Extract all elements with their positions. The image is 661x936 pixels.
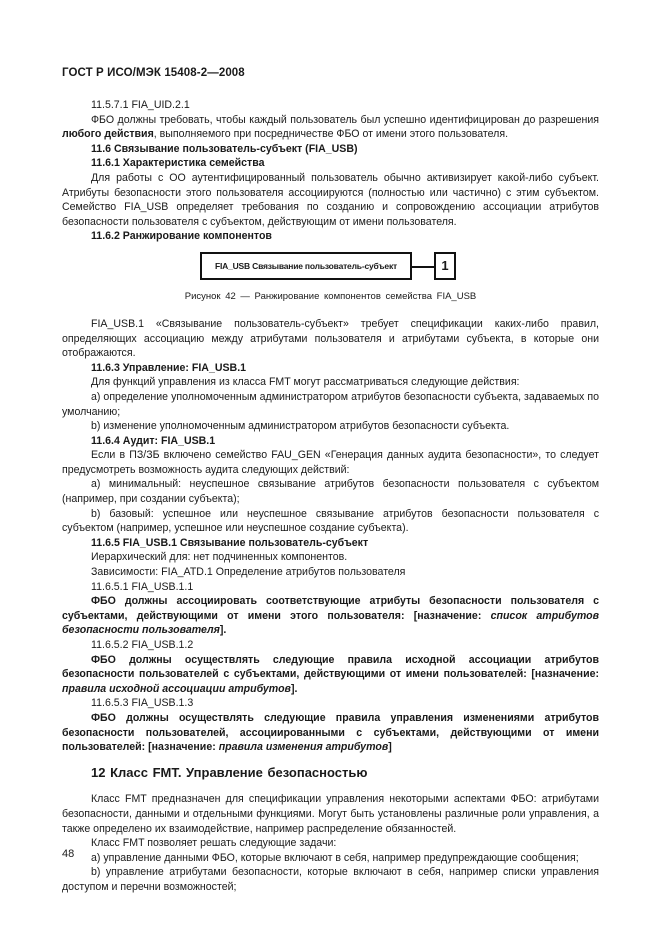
subsection-heading: 11.6.5 FIA_USB.1 Связывание пользователь-субъект — [91, 536, 369, 549]
text-run: ФБО должны осуществлять следующие правила управления изменениями атрибутов безопасности пользователей, ассоциированными с субъектами, действующими от имени пользователей: [назначение: — [62, 711, 599, 754]
page-number: 48 — [62, 848, 75, 860]
list-item: b) базовый: успешное или неуспешное связывание атрибутов безопасности пользователя с субъектом (например, успешное или неуспешное создание субъекта). — [62, 507, 599, 535]
clause-number: 11.6.5.1 FIA_USB.1.1 — [91, 580, 194, 593]
requirement-text — [62, 594, 599, 638]
text-run: ФБО должны требовать, чтобы каждый пользователь был успешно идентифицирован до разрешения — [91, 113, 599, 126]
text-run: ]. — [219, 624, 227, 637]
subsection-heading: 11.6.1 Характеристика семейства — [91, 157, 265, 170]
requirement-text — [62, 113, 599, 142]
paragraph: Для функций управления из класса FMT могут рассматриваться следующие действия: — [91, 376, 520, 389]
component-box: FIA_USB Связывание пользователь-субъект — [200, 252, 412, 280]
italic-text-run: правила изменения атрибутов — [218, 741, 389, 754]
requirement-text — [62, 711, 599, 755]
section-heading: 11.6 Связывание пользователь-субъект (FIA_USB) — [91, 142, 358, 155]
component-levelling-figure — [62, 250, 599, 317]
chapter-heading: 12 Класс FMT. Управление безопасностью — [91, 764, 368, 780]
italic-text-run: правила исходной ассоциации атрибутов — [62, 682, 291, 695]
clause-number: 11.5.7.1 FIA_UID.2.1 — [91, 99, 190, 111]
subsection-heading: 11.6.3 Управление: FIA_USB.1 — [91, 361, 247, 374]
paragraph: Зависимости: FIA_ATD.1 Определение атрибутов пользователя — [91, 566, 406, 579]
text-run: ФБО должны ассоциировать соответствующие атрибуты безопасности пользователя с субъектами, действующими от имени этого пользователя: [назначение: — [62, 595, 599, 622]
text-run: ] — [388, 741, 392, 754]
subsection-heading: 11.6.4 Аудит: FIA_USB.1 — [91, 434, 216, 447]
list-item: b) изменение уполномоченным администратором атрибутов безопасности субъекта. — [91, 420, 510, 433]
list-item: b) управление атрибутами безопасности, которые включают в себя, например списки управления доступом и перечни возможностей; — [62, 866, 599, 893]
bold-text-run: любого действия — [62, 128, 154, 141]
paragraph: FIA_USB.1 «Связывание пользователь-субъект» требует спецификации каких-либо правил, определяющих ассоциацию между атрибутами пользователя и атрибутами субъекта, в которые они отображаются. — [62, 317, 599, 360]
connector-line — [412, 266, 434, 268]
list-item: а) управление данными ФБО, которые включают в себя, например предупреждающие сообщения; — [91, 851, 579, 864]
paragraph: Класс FMT позволяет решать следующие задачи: — [91, 837, 337, 850]
italic-text-run: список атрибутов безопасности пользователя — [62, 609, 599, 637]
paragraph: Для работы с ОО аутентифицированный пользователь обычно активизирует какой-либо субъект. Атрибуты безопасности этого пользователя ассоциируются (полностью или частично) с этим субъектом. Семейство FIA_USB определяет требования по созданию и сопровождению ассоциации атрибутов безопасности пользователя с субъектом, действующим от имени пользователя. — [62, 171, 599, 228]
text-run: ]. — [290, 682, 298, 695]
document-header: ГОСТ Р ИСО/МЭК 15408-2—2008 — [62, 67, 245, 79]
text-run: , выполняемого при посредничестве ФБО от имени этого пользователя. — [153, 128, 509, 141]
text-run: ФБО должны осуществлять следующие правила исходной ассоциации атрибутов безопасности пользователей с субъектами, действующими от имени пользователей: [назначение: — [62, 653, 599, 681]
paragraph: Если в ПЗ/ЗБ включено семейство FAU_GEN «Генерация данных аудита безопасности», то следует предусмотреть возможность аудита следующих действий: — [62, 449, 599, 476]
paragraph: Класс FMT предназначен для спецификации управления некоторыми аспектами ФБО: атрибутами безопасности, данными и отдельными функциями. Могут быть установлены различные роли управления, а также определено их взаимодействие, например распределение обязанностей. — [62, 793, 599, 835]
list-item: а) минимальный: неуспешное связывание атрибутов безопасности пользователя с субъектом (например, при создании субъекта); — [62, 478, 599, 506]
document-body — [62, 98, 599, 895]
subsection-heading: 11.6.2 Ранжирование компонентов — [91, 230, 272, 243]
requirement-text — [62, 653, 599, 697]
level-box: 1 — [434, 252, 456, 280]
paragraph: Иерархический для: нет подчиненных компонентов. — [91, 551, 348, 564]
clause-number: 11.6.5.3 FIA_USB.1.3 — [91, 697, 194, 710]
clause-number: 11.6.5.2 FIA_USB.1.2 — [91, 639, 194, 651]
figure-caption: Рисунок 42 — Ранжирование компонентов семейства FIA_USB — [184, 290, 477, 302]
list-item: а) определение уполномоченным администратором атрибутов безопасности субъекта, задаваемых по умолчанию; — [62, 390, 599, 418]
